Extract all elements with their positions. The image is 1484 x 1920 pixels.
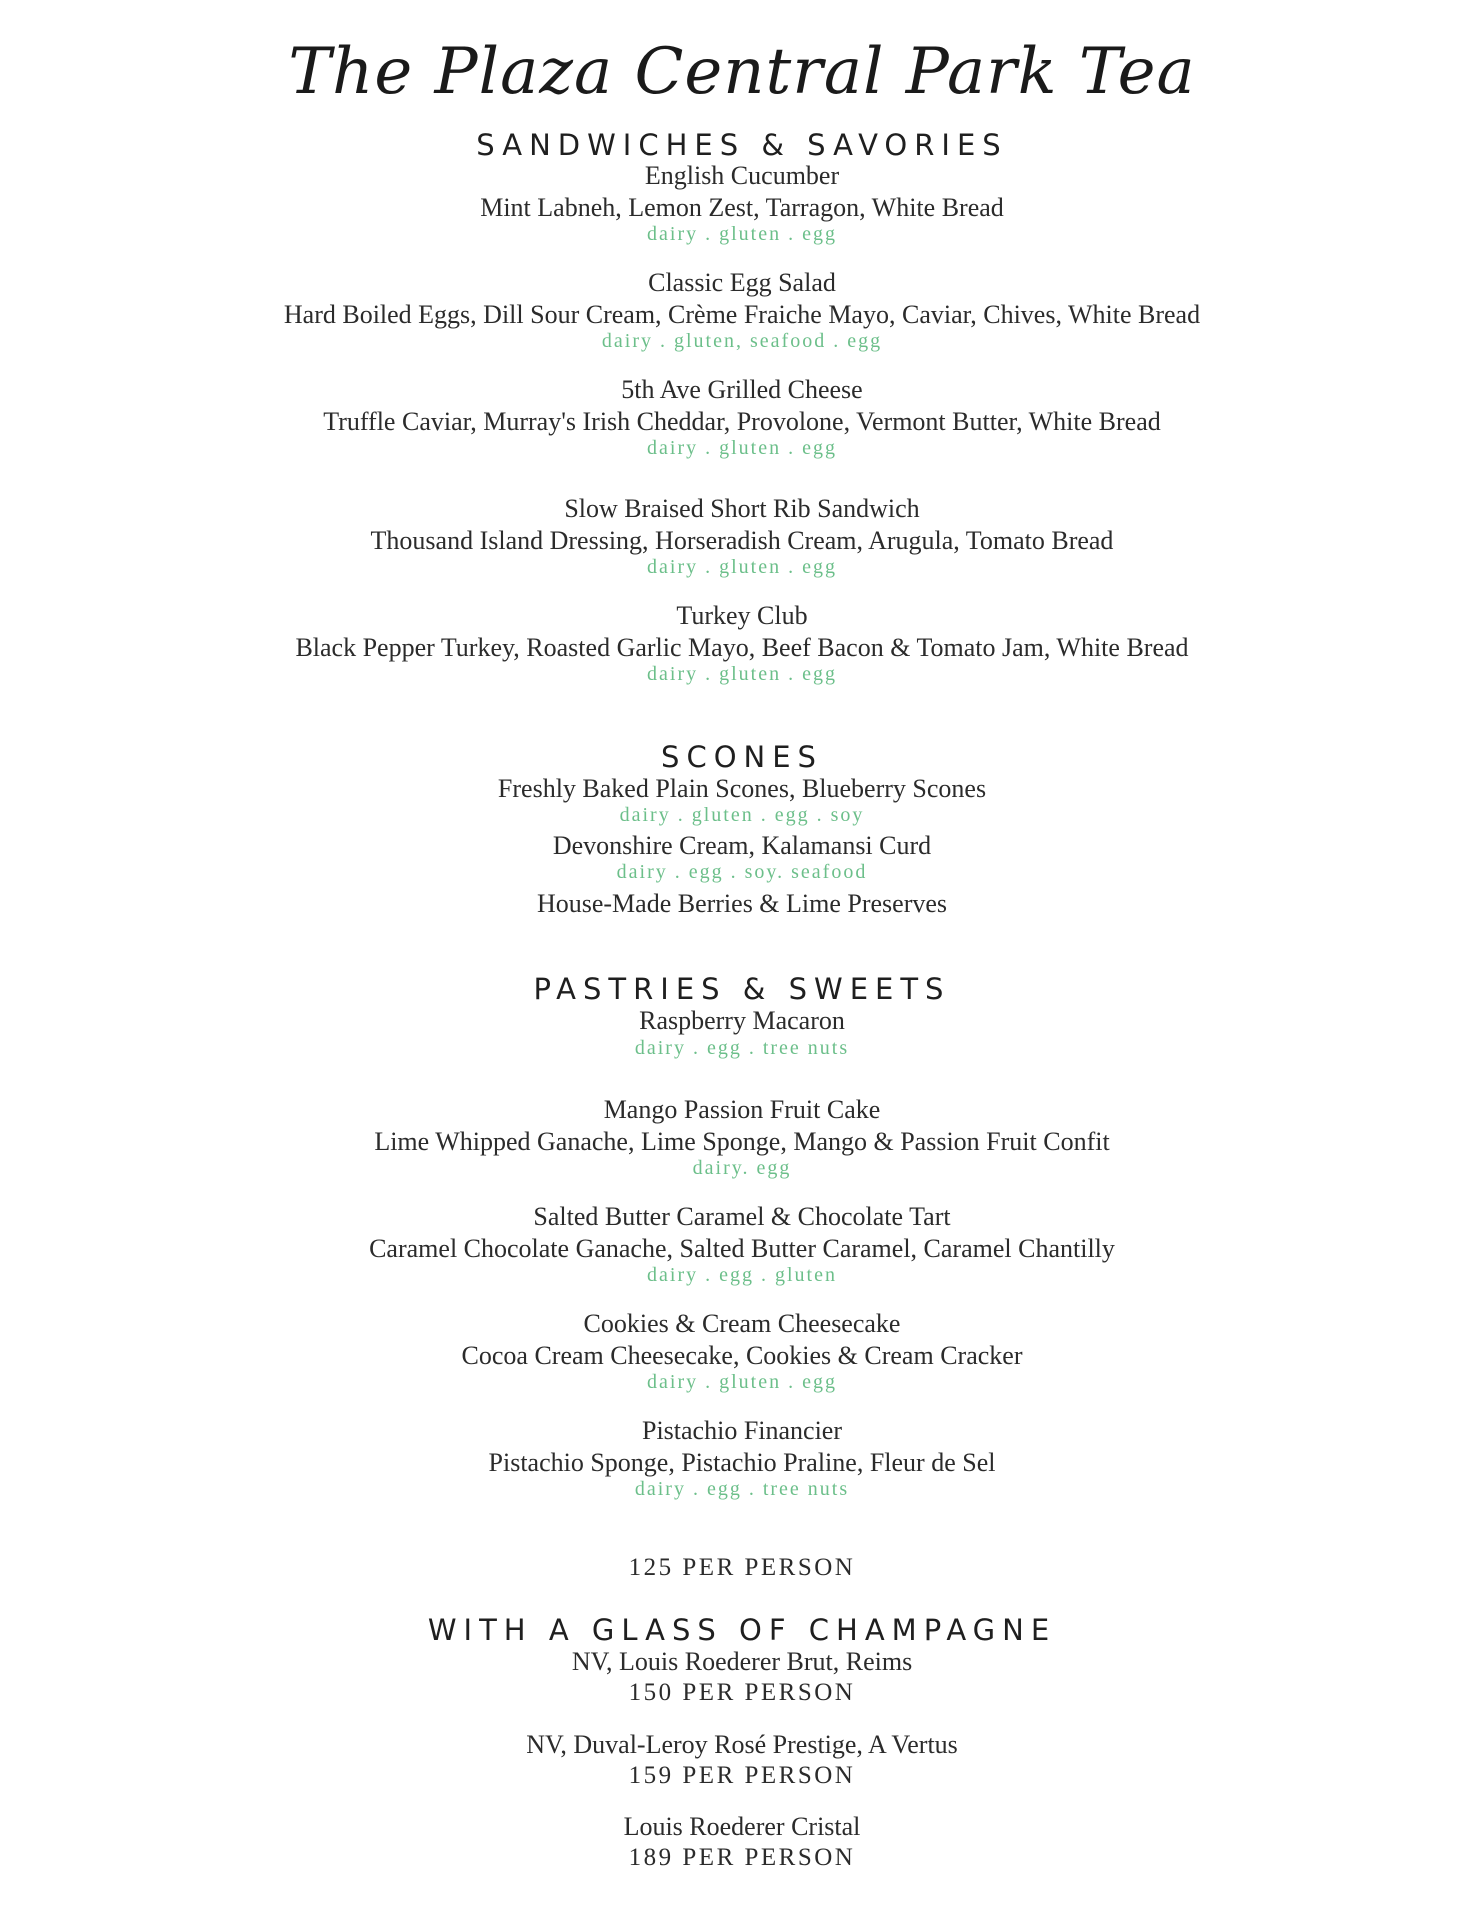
champagne-price: 150 PER PERSON — [628, 1679, 856, 1706]
allergen-note: dairy . gluten . egg . soy — [619, 804, 865, 826]
allergen-note: dairy . gluten . egg — [647, 223, 837, 245]
menu-item-description: Black Pepper Turkey, Roasted Garlic Mayo, Beef Bacon & Tomato Jam, White Bread — [295, 633, 1189, 662]
menu-item-description: Hard Boiled Eggs, Dill Sour Cream, Crème Fraiche Mayo, Caviar, Chives, White Bread — [283, 300, 1201, 329]
base-price: 125 PER PERSON — [628, 1554, 856, 1581]
allergen-note: dairy . egg . tree nuts — [634, 1478, 850, 1500]
allergen-note: dairy . gluten . egg — [647, 1371, 837, 1393]
allergen-note: dairy . gluten . egg — [647, 437, 837, 459]
allergen-note: dairy . gluten, seafood . egg — [601, 330, 883, 352]
menu-item-name: Cookies & Cream Cheesecake — [583, 1309, 901, 1338]
section-heading-pastries: PASTRIES & SWEETS — [533, 972, 951, 1006]
menu-item-name: 5th Ave Grilled Cheese — [621, 375, 863, 404]
menu-item-description: Thousand Island Dressing, Horseradish Cream, Arugula, Tomato Bread — [370, 526, 1114, 555]
menu-item-name: Classic Egg Salad — [648, 268, 836, 297]
champagne-name: Louis Roederer Cristal — [623, 1812, 861, 1841]
allergen-note: dairy . gluten . egg — [647, 663, 837, 685]
allergen-note: dairy . egg . tree nuts — [634, 1037, 850, 1059]
menu-item-description: Cocoa Cream Cheesecake, Cookies & Cream Cracker — [461, 1341, 1023, 1370]
menu-item-description: Lime Whipped Ganache, Lime Sponge, Mango & Passion Fruit Confit — [374, 1127, 1110, 1156]
menu-item-name: Mango Passion Fruit Cake — [603, 1095, 881, 1124]
menu-item-description: Truffle Caviar, Murray's Irish Cheddar, Provolone, Vermont Butter, White Bread — [323, 407, 1161, 436]
menu-title: The Plaza Central Park Tea — [288, 35, 1196, 109]
allergen-note: dairy . egg . soy. seafood — [616, 861, 868, 883]
champagne-name: NV, Duval-Leroy Rosé Prestige, A Vertus — [526, 1730, 958, 1759]
menu-item-description: Caramel Chocolate Ganache, Salted Butter Caramel, Caramel Chantilly — [369, 1234, 1115, 1263]
champagne-price: 159 PER PERSON — [628, 1762, 856, 1789]
menu-item-name: Salted Butter Caramel & Chocolate Tart — [533, 1202, 951, 1231]
menu-item-description: Pistachio Sponge, Pistachio Praline, Fleur de Sel — [488, 1448, 996, 1477]
menu-item-name: Devonshire Cream, Kalamansi Curd — [552, 831, 932, 860]
section-heading-champagne: WITH A GLASS OF CHAMPAGNE — [427, 1613, 1057, 1647]
menu-item-name: Raspberry Macaron — [639, 1006, 845, 1035]
menu-item-name: House-Made Berries & Lime Preserves — [536, 889, 948, 918]
allergen-note: dairy . egg . gluten — [647, 1264, 837, 1286]
menu-item-name: Slow Braised Short Rib Sandwich — [564, 494, 920, 523]
menu-item-name: Turkey Club — [676, 601, 808, 630]
allergen-note: dairy . gluten . egg — [647, 556, 837, 578]
menu-item-name: English Cucumber — [644, 161, 840, 190]
champagne-name: NV, Louis Roederer Brut, Reims — [571, 1647, 913, 1676]
section-heading-scones: SCONES — [661, 740, 823, 774]
menu-item-name: Pistachio Financier — [641, 1416, 842, 1445]
allergen-note: dairy. egg — [692, 1157, 792, 1179]
menu-item-description: Mint Labneh, Lemon Zest, Tarragon, White Bread — [480, 193, 1004, 222]
section-heading-sandwiches: SANDWICHES & SAVORIES — [476, 128, 1008, 162]
menu-item-name: Freshly Baked Plain Scones, Blueberry Scones — [497, 774, 987, 803]
champagne-price: 189 PER PERSON — [628, 1844, 856, 1871]
